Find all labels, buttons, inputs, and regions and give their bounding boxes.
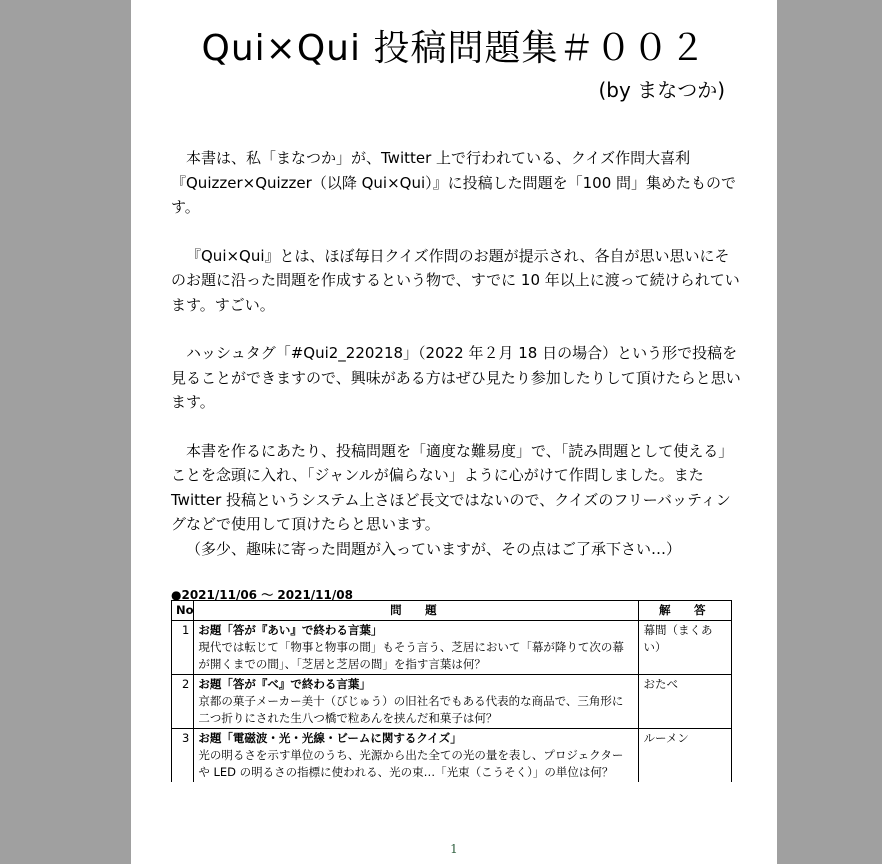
answer-cell: ルーメン [639,729,732,783]
author-byline: (by まなつか) [598,78,725,102]
row-number: 2 [172,675,194,729]
answer-cell: おたべ [639,675,732,729]
page-number: 1 [450,842,458,856]
question-table [171,600,732,782]
question-theme: お題「答が『あい』で終わる言葉」 [198,623,383,637]
question-text: 京都の菓子メーカー美十（びじゅう）の旧社名でもある代表的な商品で、三角形に二つ折りにされた生八つ橋で粒あんを挟んだ和菓子は何？ [198,694,624,725]
question-cell [194,729,639,783]
row-number: 1 [172,621,194,675]
header-no: No [172,601,194,621]
question-text: 光の明るさを示す単位のうち、光源から出た全ての光の量を表し、プロジェクターや LED の明るさの指標に使われる、光の束…「光束（こうそく）」の単位は何？ [198,748,624,779]
document-title: Qui×Qui 投稿問題集＃００２ [201,28,707,69]
question-theme: お題「答が『べ』で終わる言葉」 [198,677,371,691]
question-cell [194,675,639,729]
intro-paragraph: 『Qui×Qui』とは、ほぼ毎日クイズ作問のお題が提示され、各自が思い思いにそのお題に沿った問題を作成するという物で、すでに 10 年以上に渡って続けられています。すごい。 [171,246,740,314]
document-page [131,0,777,864]
intro-paragraph: 本書を作るにあたり、投稿問題を「適度な難易度」で、「読み問題として使える」ことを念頭に入れ、「ジャンルが偏らない」ように心がけて作問しました。また Twitter 投稿というシステム上さほど長文ではないので、クイズのフリーバッティングなどで使用して頂けたらと思います。 [171,441,734,533]
intro-paragraph: 本書は、私「まなつか」が、Twitter 上で行われている、クイズ作問大喜利『Quizzer×Quizzer（以降 Qui×Qui）』に投稿した問題を「100 問」集めたものです。 [171,149,737,216]
table-row [172,621,732,675]
question-cell [194,621,639,675]
section-date-heading: ●2021/11/06 ～ 2021/11/08 [171,588,353,602]
introduction [171,146,741,561]
header-answer: 解 答 [639,601,732,621]
intro-paragraph: ハッシュタグ「#Qui2_220218」（2022 年２月 18 日の場合）という形で投稿を見ることができますので、興味がある方はぜひ見たり参加したりして頂けたらと思います。 [171,344,741,411]
answer-cell: 幕間（まくあい） [639,621,732,675]
table-row [172,675,732,729]
table-header-row [172,601,732,621]
question-text: 現代では転じて「物事と物事の間」もそう言う、芝居において「幕が降りて次の幕が開くまでの間」、「芝居と芝居の間」を指す言葉は何？ [198,640,624,671]
header-question: 問 題 [194,601,639,621]
intro-note: （多少、趣味に寄った問題が入っていますが、その点はご了承下さい…） [186,539,682,558]
row-number: 3 [172,729,194,783]
question-theme: お題「電磁波・光・光線・ビームに関するクイズ」 [198,731,462,745]
table-row [172,729,732,783]
